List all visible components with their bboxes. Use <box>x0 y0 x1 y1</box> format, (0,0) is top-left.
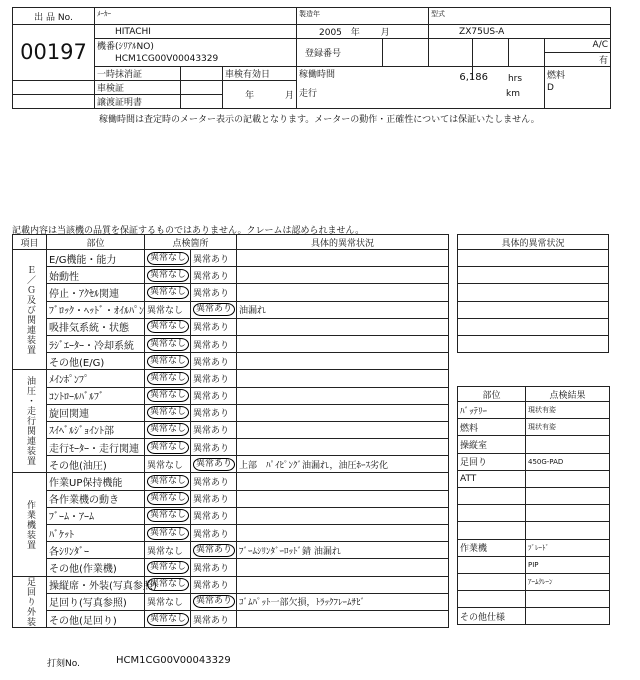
side-part-cell <box>458 505 526 522</box>
side-result-cell: 現状有姿 <box>526 419 610 436</box>
ok-cell <box>145 576 191 593</box>
ok-cell <box>145 387 191 404</box>
detail-cell: ｺﾞﾑﾊﾟｯﾄ一部欠損，ﾄﾗｯｸﾌﾚｰﾑｻﾋﾞ <box>237 593 449 610</box>
part-cell: ﾊﾞｹｯﾄ <box>47 525 145 542</box>
ok-cell <box>145 250 191 267</box>
detail-cell: 油漏れ <box>237 301 449 318</box>
ok-cell <box>145 267 191 284</box>
part-cell: その他(作業機) <box>47 559 145 576</box>
table-row <box>13 439 449 456</box>
detail-cell <box>237 335 449 352</box>
ng-cell <box>191 473 237 490</box>
part-cell: 旋回関連 <box>47 404 145 421</box>
table-row <box>13 250 449 267</box>
ok-label: 異常なし <box>147 561 189 574</box>
side-result-row <box>458 505 610 522</box>
transfer-cert-box <box>181 94 223 108</box>
ng-label: 異常あり <box>193 323 230 334</box>
table-row <box>13 559 449 576</box>
part-cell: 各作業機の動き <box>47 490 145 507</box>
ok-label: 異常なし <box>147 598 184 609</box>
ok-label: 異常なし <box>147 613 189 626</box>
km-unit: km <box>506 89 521 99</box>
side-detail-cell <box>458 284 609 301</box>
side-detail-cell <box>458 267 609 284</box>
ng-cell <box>191 507 237 524</box>
part-cell: E/G機能・能力 <box>47 250 145 267</box>
detail-cell <box>237 507 449 524</box>
ok-label: 異常なし <box>147 306 184 317</box>
model-value: ZX75US-A <box>429 25 611 39</box>
ok-cell <box>145 301 191 318</box>
ng-cell <box>191 318 237 335</box>
ok-label: 異常なし <box>147 338 189 351</box>
ok-label: 異常なし <box>147 578 189 591</box>
part-cell: 始動性 <box>47 267 145 284</box>
inspect-cert-label: 車検証 <box>95 80 181 94</box>
ok-label: 異常なし <box>147 389 189 402</box>
inspect-year-unit: 年 <box>245 90 255 101</box>
ng-cell <box>191 456 237 473</box>
side-result-cell: ﾌﾞﾚｰﾄﾞ <box>526 539 610 556</box>
side-col-result-header: 点検結果 <box>526 387 610 402</box>
side-result-row <box>458 556 610 573</box>
inspect-cert-box <box>181 80 223 94</box>
side-result-row <box>458 608 610 625</box>
model-cell <box>429 8 611 25</box>
side-result-cell: PIP <box>526 556 610 573</box>
ok-label: 異常なし <box>147 546 184 557</box>
side-result-cell: ｱｰﾑｸﾚｰﾝ <box>526 573 610 590</box>
ng-cell <box>191 439 237 456</box>
table-row <box>13 353 449 370</box>
table-row <box>13 335 449 352</box>
detail-cell <box>237 353 449 370</box>
detail-cell: ﾌﾞｰﾑｼﾘﾝﾀﾞｰﾛｯﾄﾞ錆 油漏れ <box>237 542 449 559</box>
ok-cell <box>145 473 191 490</box>
side-result-cell <box>526 487 610 504</box>
part-cell: その他(足回り) <box>47 610 145 627</box>
side-detail-cell <box>458 250 609 267</box>
side-part-cell <box>458 591 526 608</box>
reg-box-1 <box>383 39 429 67</box>
hours-label-cell <box>297 66 473 80</box>
ng-cell <box>191 301 237 318</box>
part-cell: 走行ﾓｰﾀｰ・走行関連 <box>47 439 145 456</box>
group-label: 油圧・走行関連装置 <box>25 376 35 467</box>
detail-cell <box>237 250 449 267</box>
detail-cell <box>237 284 449 301</box>
month-unit: 月 <box>380 28 390 38</box>
part-cell: 停止・ｱｸｾﾙ関連 <box>47 284 145 301</box>
ok-cell <box>145 404 191 421</box>
side-part-cell: 燃料 <box>458 419 526 436</box>
travel-label: 走行 <box>299 89 318 99</box>
side-detail-row <box>458 301 609 318</box>
ng-cell <box>191 610 237 627</box>
ok-cell <box>145 439 191 456</box>
year-value-cell <box>297 25 429 39</box>
detail-cell <box>237 267 449 284</box>
detail-cell <box>237 387 449 404</box>
side-result-cell <box>526 522 610 539</box>
temp-cert-label: 一時抹消証 <box>95 66 181 80</box>
ng-cell <box>191 593 237 610</box>
ok-cell <box>145 610 191 627</box>
side-result-row <box>458 402 610 419</box>
ng-label: 異常あり <box>193 409 230 420</box>
fuel-label: 燃料 <box>547 70 566 81</box>
detail-cell <box>237 610 449 627</box>
ng-label: 異常あり <box>193 544 235 557</box>
exhibit-no: 00197 <box>13 25 95 81</box>
ok-label: 異常なし <box>147 406 189 419</box>
year-label: 製造年 <box>299 10 320 18</box>
hours-unit: hrs <box>507 74 523 84</box>
side-result-cell <box>526 470 610 487</box>
side-part-cell: 作業機 <box>458 539 526 556</box>
ng-label: 異常あり <box>193 529 230 540</box>
ok-cell <box>145 353 191 370</box>
part-cell: その他(油圧) <box>47 456 145 473</box>
ok-label: 異常なし <box>147 269 189 282</box>
side-detail-row <box>458 318 609 335</box>
detail-cell <box>237 318 449 335</box>
group-label: Ｅ／Ｇ及び関連装置 <box>25 264 35 355</box>
ok-cell <box>145 542 191 559</box>
ok-cell <box>145 370 191 387</box>
ng-label: 異常あり <box>193 458 235 471</box>
ng-label: 異常あり <box>193 495 230 506</box>
ng-label: 異常あり <box>193 443 230 454</box>
detail-cell <box>237 421 449 438</box>
part-cell: ﾗｼﾞｴｰﾀｰ・冷却系統 <box>47 335 145 352</box>
ng-cell <box>191 353 237 370</box>
detail-cell <box>237 473 449 490</box>
part-cell: 足回り(写真参照) <box>47 593 145 610</box>
transfer-cert-label: 譲渡証明書 <box>95 94 181 108</box>
side-result-cell <box>526 591 610 608</box>
quality-note: 記載内容は当該機の品質を保証するものではありません。クレームは認められません。 <box>12 226 365 236</box>
year-cell <box>297 8 429 25</box>
side-detail-cell <box>458 335 609 352</box>
side-result-cell <box>526 505 610 522</box>
ng-label: 異常あり <box>193 303 235 316</box>
side-detail-row <box>458 284 609 301</box>
side-result-row <box>458 436 610 453</box>
stamp-value: HCM1CG00V00043329 <box>116 655 231 666</box>
ng-cell <box>191 576 237 593</box>
side-part-cell: 操縦室 <box>458 436 526 453</box>
ng-label: 異常あり <box>193 340 230 351</box>
fuel-value: D <box>547 82 554 93</box>
reg-box-2 <box>429 39 473 67</box>
ng-label: 異常あり <box>193 512 230 523</box>
ng-cell <box>191 284 237 301</box>
side-detail-row <box>458 267 609 284</box>
side-detail-header: 具体的異常状況 <box>458 235 609 250</box>
ok-cell <box>145 490 191 507</box>
side-part-cell <box>458 487 526 504</box>
table-row <box>13 370 449 387</box>
ng-cell <box>191 490 237 507</box>
table-row <box>13 610 449 627</box>
ng-label: 異常あり <box>193 581 230 592</box>
ng-cell <box>191 335 237 352</box>
side-result-row <box>458 453 610 470</box>
ok-cell <box>145 421 191 438</box>
ok-cell <box>145 507 191 524</box>
ok-cell <box>145 593 191 610</box>
table-row <box>13 525 449 542</box>
side-part-cell <box>458 573 526 590</box>
part-cell: 操縦席・外装(写真参照) <box>47 576 145 593</box>
detail-cell <box>237 490 449 507</box>
table-row <box>13 456 449 473</box>
side-detail-cell <box>458 301 609 318</box>
side-result-row <box>458 573 610 590</box>
ng-cell <box>191 542 237 559</box>
side-detail-row <box>458 335 609 352</box>
maker-label: ﾒｰｶｰ <box>97 10 111 18</box>
ng-label: 異常あり <box>193 357 230 368</box>
col-check-header: 点検箇所 <box>145 235 237 250</box>
ng-cell <box>191 370 237 387</box>
side-part-cell <box>458 522 526 539</box>
model-label: 型式 <box>431 10 446 18</box>
temp-cert-box <box>181 66 223 80</box>
side-part-cell: ATT <box>458 470 526 487</box>
side-col-part-header: 部位 <box>458 387 526 402</box>
ok-label: 異常なし <box>147 320 189 333</box>
ok-cell <box>145 318 191 335</box>
table-row <box>13 267 449 284</box>
ok-cell <box>145 525 191 542</box>
detail-cell <box>237 404 449 421</box>
table-row <box>13 421 449 438</box>
side-result-cell <box>526 608 610 625</box>
side-detail-row <box>458 250 609 267</box>
ng-cell <box>191 525 237 542</box>
ok-label: 異常なし <box>147 492 189 505</box>
maker-cell <box>95 8 297 25</box>
ok-label: 異常なし <box>147 252 189 265</box>
side-result-cell: 450G-PAD <box>526 453 610 470</box>
part-cell: ﾒｲﾝﾎﾟﾝﾌﾟ <box>47 370 145 387</box>
part-cell: ﾌﾞｰﾑ・ｱｰﾑ <box>47 507 145 524</box>
side-result-row <box>458 522 610 539</box>
side-result-row <box>458 487 610 504</box>
detail-cell <box>237 559 449 576</box>
table-row <box>13 576 449 593</box>
detail-cell <box>237 525 449 542</box>
group-label-cell <box>13 250 47 370</box>
inspect-month-unit: 月 <box>284 90 294 101</box>
reg-label: 登録番号 <box>297 39 383 67</box>
hours-value: 6,186 <box>459 72 489 83</box>
side-part-cell: ﾊﾞｯﾃﾘｰ <box>458 402 526 419</box>
part-cell: ｽｲﾍﾞﾙｼﾞｮｲﾝﾄ部 <box>47 421 145 438</box>
col-detail-header: 具体的異常状況 <box>237 235 449 250</box>
table-row <box>13 593 449 610</box>
col-part-header: 部位 <box>47 235 145 250</box>
ok-cell <box>145 559 191 576</box>
side-detail-table <box>457 234 609 353</box>
side-result-row <box>458 539 610 556</box>
col-item-header: 項目 <box>13 235 47 250</box>
year-unit: 年 <box>350 28 360 38</box>
serial-label: 機番(ｼﾘｱﾙNO) <box>95 39 297 53</box>
ng-cell <box>191 559 237 576</box>
side-detail-cell <box>458 318 609 335</box>
table-row <box>13 387 449 404</box>
detail-cell <box>237 370 449 387</box>
ng-label: 異常あり <box>193 271 230 282</box>
group-label-cell <box>13 370 47 473</box>
detail-cell <box>237 439 449 456</box>
ng-label: 異常あり <box>193 426 230 437</box>
table-row <box>13 284 449 301</box>
reg-box-3 <box>473 39 509 67</box>
exhibit-no-label: 出 品 No. <box>13 8 95 25</box>
group-label: 作業機装置 <box>25 499 35 550</box>
ok-label: 異常なし <box>147 509 189 522</box>
side-result-row <box>458 470 610 487</box>
ok-cell <box>145 284 191 301</box>
serial-value: HCM1CG00V00043329 <box>95 52 297 66</box>
side-part-cell: 足回り <box>458 453 526 470</box>
part-cell: 各ｼﾘﾝﾀﾞｰ <box>47 542 145 559</box>
stamp-label: 打刻No. <box>47 659 80 669</box>
part-cell: 作業UP保持機能 <box>47 473 145 490</box>
year-value: 2005 <box>319 28 342 38</box>
table-row <box>13 318 449 335</box>
table-row <box>13 507 449 524</box>
ng-label: 異常あり <box>193 478 230 489</box>
ng-label: 異常あり <box>193 563 230 574</box>
ng-label: 異常あり <box>193 392 230 403</box>
inspection-table <box>12 234 449 628</box>
ok-label: 異常なし <box>147 286 189 299</box>
ok-label: 異常なし <box>147 423 189 436</box>
ng-label: 異常あり <box>193 595 235 608</box>
part-cell: その他(E/G) <box>47 353 145 370</box>
table-row <box>13 490 449 507</box>
ok-label: 異常なし <box>147 372 189 385</box>
ok-label: 異常なし <box>147 460 184 471</box>
ng-label: 異常あり <box>193 288 230 299</box>
ok-cell <box>145 335 191 352</box>
ng-label: 異常あり <box>193 254 230 265</box>
ac-value: 有 <box>545 52 611 66</box>
ng-label: 異常あり <box>193 374 230 385</box>
table-row <box>13 473 449 490</box>
part-cell: 吸排気系統・状態 <box>47 318 145 335</box>
header-table <box>12 7 611 109</box>
ng-label: 異常あり <box>193 615 230 626</box>
group-label-cell <box>13 473 47 576</box>
side-part-cell <box>458 556 526 573</box>
ok-label: 異常なし <box>147 475 189 488</box>
group-label-cell <box>13 576 47 628</box>
ok-label: 異常なし <box>147 441 189 454</box>
maker-value: HITACHI <box>95 25 297 39</box>
group-label: 足回り外装 <box>25 576 35 627</box>
ng-cell <box>191 250 237 267</box>
ng-cell <box>191 267 237 284</box>
ng-cell <box>191 421 237 438</box>
ng-cell <box>191 404 237 421</box>
table-row <box>13 542 449 559</box>
table-row <box>13 404 449 421</box>
fuel-cell <box>545 66 611 108</box>
hours-label: 稼働時間 <box>299 69 336 80</box>
side-result-cell: 現状有姿 <box>526 402 610 419</box>
ac-label: A/C <box>545 39 611 53</box>
side-part-cell: その他仕様 <box>458 608 526 625</box>
detail-cell <box>237 576 449 593</box>
ok-label: 異常なし <box>147 355 189 368</box>
table-row <box>13 301 449 318</box>
ok-label: 異常なし <box>147 527 189 540</box>
reg-box-4 <box>509 39 545 67</box>
part-cell: ﾌﾞﾛｯｸ・ﾍｯﾄﾞ・ｵｲﾙﾊﾟﾝ <box>47 301 145 318</box>
ok-cell <box>145 456 191 473</box>
side-result-cell <box>526 436 610 453</box>
ng-cell <box>191 387 237 404</box>
hours-note: 稼働時間は査定時のメーター表示の記載となります。メーターの動作・正確性については保証いたしません。 <box>99 115 540 125</box>
part-cell: ｺﾝﾄﾛｰﾙﾊﾞﾙﾌﾞ <box>47 387 145 404</box>
side-result-row <box>458 591 610 608</box>
side-result-table <box>457 386 610 625</box>
inspect-date-cell <box>223 80 297 108</box>
detail-cell: 上部 ﾊﾟｲﾋﾟﾝｸﾞ油漏れ，油圧ﾎｰｽ劣化 <box>237 456 449 473</box>
inspect-valid-label: 車検有効日 <box>223 66 297 80</box>
side-result-row <box>458 419 610 436</box>
